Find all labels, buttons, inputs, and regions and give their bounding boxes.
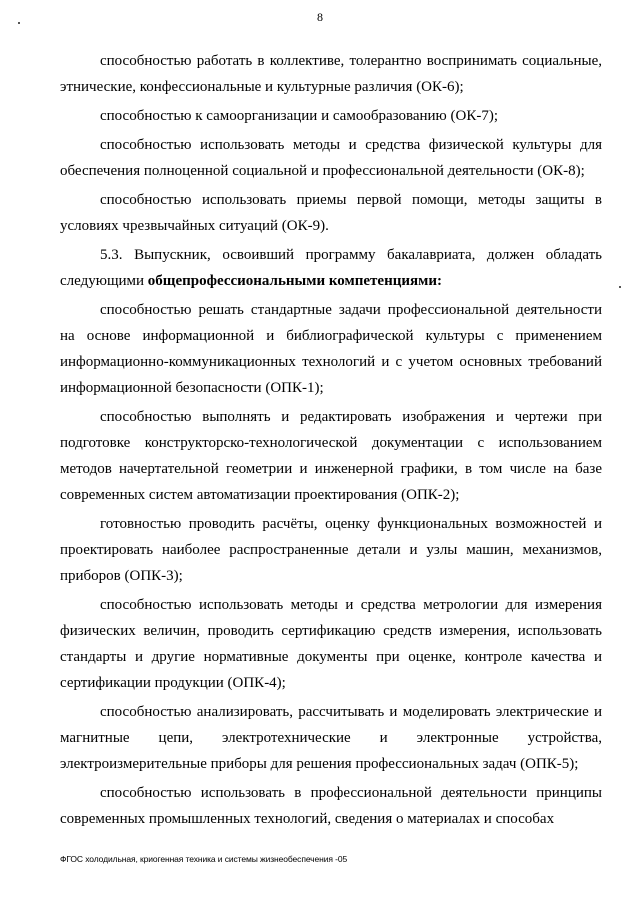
section-5-3-heading — [60, 242, 602, 294]
paragraph-opk5: способностью анализировать, рассчитывать и моделировать электрические и магнитные цепи, электротехнические и электронные устройства, электроизмерительные приборы для решения профессиональных задач (ОПК-5); — [60, 704, 602, 772]
paragraph-opk6: способностью использовать в профессиональной деятельности принципы современных промышленных технологий, сведения о материалах и способах — [60, 785, 602, 827]
scan-speck — [619, 286, 621, 288]
document-body — [60, 48, 602, 835]
paragraph-ok9: способностью использовать приемы первой помощи, методы защиты в условиях чрезвычайных ситуаций (ОК-9). — [60, 192, 602, 234]
paragraph-opk3: готовностью проводить расчёты, оценку функциональных возможностей и проектировать наиболее распространенные детали и узлы машин, механизмов, приборов (ОПК-3); — [60, 516, 602, 584]
paragraph-ok6: способностью работать в коллективе, толерантно воспринимать социальные, этнические, конфессиональные и культурные различия (ОК-6); — [60, 53, 602, 95]
page-number: 8 — [317, 10, 323, 24]
paragraph-opk4: способностью использовать методы и средства метрологии для измерения физических величин, проводить сертификацию средств измерения, использовать стандарты и другие нормативные документы при оценке, контроле качества и сертификации продукции (ОПК-4); — [60, 597, 602, 691]
paragraph-ok7: способностью к самоорганизации и самообразованию (ОК-7); — [100, 108, 499, 124]
paragraph-ok8: способностью использовать методы и средства физической культуры для обеспечения полноценной социальной и профессиональной деятельности (ОК-8); — [60, 137, 602, 179]
section-5-3-bold-term: общепрофессиональными компетенциями: — [147, 273, 442, 289]
document-footer: ФГОС холодильная, криогенная техника и системы жизнеобеспечения -05 — [60, 854, 348, 864]
section-5-3-lead: 5.3. Выпускник, освоивший программу бакалавриата, должен обладать следующими — [60, 247, 602, 289]
paragraph-opk2: способностью выполнять и редактировать изображения и чертежи при подготовке конструкторско-технологической документации с использованием методов начертательной геометрии и инженерной графики, в том числе на базе современных систем автоматизации проектирования (ОПК-2); — [60, 409, 602, 503]
paragraph-opk1: способностью решать стандартные задачи профессиональной деятельности на основе информационной и библиографической культуры с применением информационно-коммуникационных технологий и с учетом основных требований информационной безопасности (ОПК-1); — [60, 302, 602, 396]
